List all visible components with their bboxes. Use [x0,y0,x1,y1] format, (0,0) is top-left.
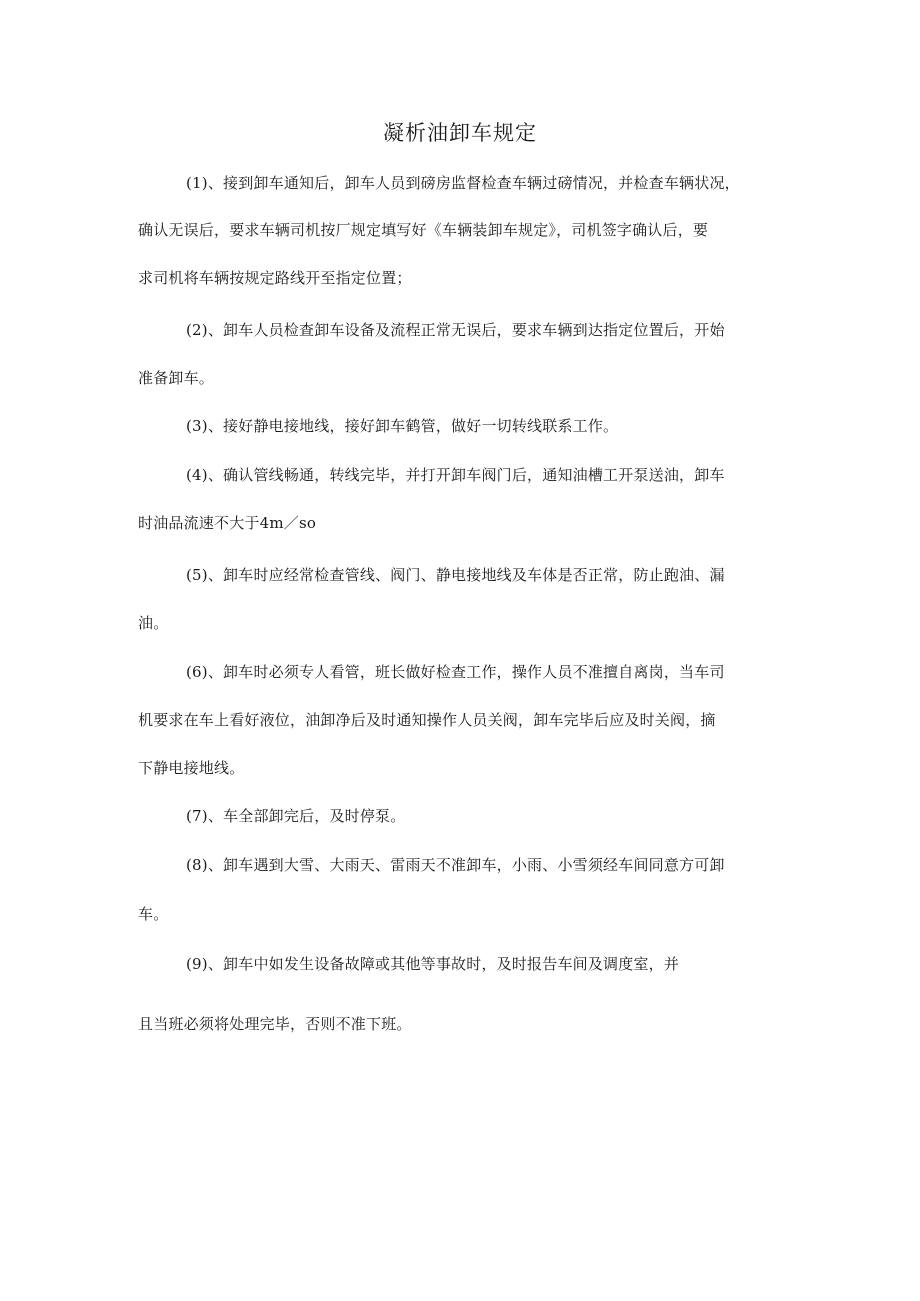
clause-9-line-1: (9)、卸车中如发生设备故障或其他等事故时，及时报告车间及调度室，并 [186,955,680,973]
clause-4-line-1: (4)、确认管线畅通，转线完毕，并打开卸车阀门后，通知油槽工开泵送油，卸车 [186,466,725,484]
clause-2-line-1: (2)、卸车人员检查卸车设备及流程正常无误后，要求车辆到达指定位置后，开始 [186,321,725,339]
clause-9-line-2: 且当班必须将处理完毕，否则不准下班。 [138,1015,412,1033]
clause-8-line-2: 车。 [138,905,169,923]
clause-6-line-1: (6)、卸车时必须专人看管，班长做好检查工作，操作人员不准擅自离岗，当车司 [186,663,725,681]
clause-1-line-1: (1)、接到卸车通知后，卸车人员到磅房监督检查车辆过磅情况，并检查车辆状况， [186,174,740,192]
clause-1-line-3: 求司机将车辆按规定路线开至指定位置； [138,269,412,287]
clause-4-line-2: 时油品流速不大于4m／so [138,514,317,532]
clause-6-line-2: 机要求在车上看好液位，油卸净后及时通知操作人员关阀，卸车完毕后应及时关阀，摘 [138,711,716,729]
clause-8-line-1: (8)、卸车遇到大雪、大雨天、雷雨天不准卸车，小雨、小雪须经车间同意方可卸 [186,856,725,874]
clause-7-line-1: (7)、车全部卸完后，及时停泵。 [186,807,406,825]
clause-5-line-1: (5)、卸车时应经常检查管线、阀门、静电接地线及车体是否正常，防止跑油、漏 [186,566,725,584]
clause-1-line-2: 确认无误后，要求车辆司机按厂规定填写好《车辆装卸车规定》，司机签字确认后，要 [138,221,709,239]
clause-2-line-2: 准备卸车。 [138,369,215,387]
clause-3-line-1: (3)、接好静电接地线，接好卸车鹤管，做好一切转线联系工作。 [186,417,619,435]
clause-6-line-3: 下静电接地线。 [138,759,245,777]
clause-5-line-2: 油。 [138,614,169,632]
document-title: 凝析油卸车规定 [383,121,537,145]
